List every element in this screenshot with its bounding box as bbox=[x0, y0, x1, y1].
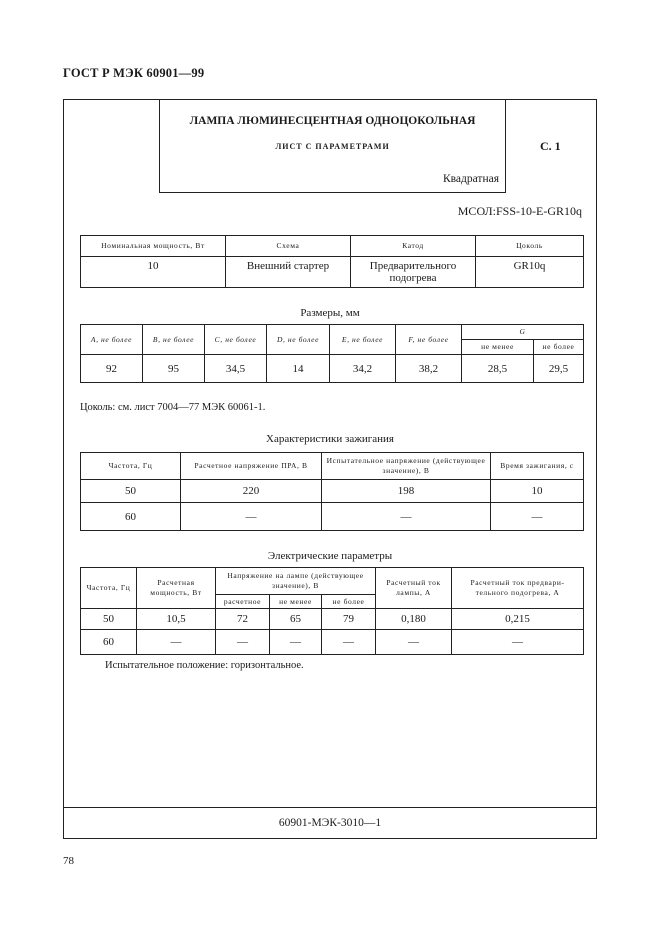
column-subheader: не более bbox=[534, 340, 584, 355]
table-cell: — bbox=[181, 503, 322, 531]
table-cell: 0,180 bbox=[376, 609, 452, 630]
table-cell: 95 bbox=[143, 355, 205, 383]
table-cell: — bbox=[216, 630, 270, 655]
table-cell: 10 bbox=[81, 257, 226, 288]
table-cell: 28,5 bbox=[462, 355, 534, 383]
column-header: Частота, Гц bbox=[81, 568, 137, 609]
table-cell: 10 bbox=[491, 480, 584, 503]
table-cell: — bbox=[322, 503, 491, 531]
sheet-number: С. 1 bbox=[540, 139, 561, 153]
table-cell: — bbox=[322, 630, 376, 655]
basic-parameters-table bbox=[80, 235, 584, 288]
table-cell: Предварительного подогрева bbox=[351, 257, 476, 288]
table-cell: 50 bbox=[81, 609, 137, 630]
table-cell: 50 bbox=[81, 480, 181, 503]
column-header: Расчетный ток предвари-тельного подогрева, А bbox=[452, 568, 584, 609]
table-cell: 198 bbox=[322, 480, 491, 503]
column-header: D, не более bbox=[267, 325, 330, 355]
table-cell: Внешний стартер bbox=[226, 257, 351, 288]
table-cell: 10,5 bbox=[137, 609, 216, 630]
column-header: Номинальная мощность, Вт bbox=[81, 236, 226, 257]
column-header: Расчетный ток лампы, А bbox=[376, 568, 452, 609]
table-cell: 34,2 bbox=[330, 355, 396, 383]
table-cell: 220 bbox=[181, 480, 322, 503]
standard-header: ГОСТ Р МЭК 60901—99 bbox=[63, 66, 205, 80]
lamp-title: ЛАМПА ЛЮМИНЕСЦЕНТНАЯ ОДНОЦОКОЛЬНАЯ bbox=[189, 115, 476, 127]
table-cell: — bbox=[376, 630, 452, 655]
lamp-shape: Квадратная bbox=[442, 173, 499, 185]
column-header: Цоколь bbox=[476, 236, 584, 257]
table-cell: — bbox=[452, 630, 584, 655]
table-cell: 34,5 bbox=[205, 355, 267, 383]
column-header: Катод bbox=[351, 236, 476, 257]
column-header: F, не более bbox=[396, 325, 462, 355]
dimensions-table bbox=[80, 324, 584, 383]
page-number: 78 bbox=[63, 855, 74, 867]
column-subheader: не менее bbox=[462, 340, 534, 355]
parameter-sheet bbox=[63, 99, 597, 839]
sheet-code: 60901-МЭК-3010—1 bbox=[278, 817, 382, 829]
table-cell: 60 bbox=[81, 503, 181, 531]
column-subheader: расчетное bbox=[216, 595, 270, 609]
table-cell: 92 bbox=[81, 355, 143, 383]
column-header: E, не более bbox=[330, 325, 396, 355]
table-cell: 65 bbox=[270, 609, 322, 630]
column-header: Напряжение на лампе (действующее значение), В bbox=[216, 568, 376, 595]
footer-divider bbox=[64, 807, 596, 808]
table-cell: 14 bbox=[267, 355, 330, 383]
column-header: Расчетное напряжение ПРА, В bbox=[181, 453, 322, 480]
table-cell: 29,5 bbox=[534, 355, 584, 383]
test-position-note: Испытательное положение: горизонтальное. bbox=[105, 660, 304, 671]
column-subheader: не менее bbox=[270, 595, 322, 609]
table-cell: 72 bbox=[216, 609, 270, 630]
table-cell: — bbox=[491, 503, 584, 531]
column-header: Испытательное напряжение (действующее значение), В bbox=[322, 453, 491, 480]
lamp-designation: МСОЛ:FSS-10-E-GR10q bbox=[457, 204, 582, 218]
table-cell: 79 bbox=[322, 609, 376, 630]
table-cell: 0,215 bbox=[452, 609, 584, 630]
table-cell: 38,2 bbox=[396, 355, 462, 383]
table-cell: — bbox=[137, 630, 216, 655]
column-header: B, не более bbox=[143, 325, 205, 355]
ignition-table bbox=[80, 452, 584, 531]
table-cell: GR10q bbox=[476, 257, 584, 288]
table-cell: 60 bbox=[81, 630, 137, 655]
column-header: Схема bbox=[226, 236, 351, 257]
title-block bbox=[159, 100, 506, 193]
electrical-table bbox=[80, 567, 584, 655]
column-header: Частота, Гц bbox=[81, 453, 181, 480]
dimensions-caption: Размеры, мм bbox=[300, 307, 360, 319]
column-header: Время зажигания, с bbox=[491, 453, 584, 480]
column-header: Расчетная мощность, Вт bbox=[137, 568, 216, 609]
ignition-caption: Характеристики зажигания bbox=[266, 433, 394, 445]
column-subheader: не более bbox=[322, 595, 376, 609]
column-header: A, не более bbox=[81, 325, 143, 355]
column-header: G bbox=[462, 325, 584, 340]
electrical-caption: Электрические параметры bbox=[267, 550, 393, 562]
table-cell: — bbox=[270, 630, 322, 655]
base-note: Цоколь: см. лист 7004—77 МЭК 60061-1. bbox=[80, 402, 266, 413]
sheet-subtitle: ЛИСТ С ПАРАМЕТРАМИ bbox=[275, 142, 390, 151]
column-header: C, не более bbox=[205, 325, 267, 355]
